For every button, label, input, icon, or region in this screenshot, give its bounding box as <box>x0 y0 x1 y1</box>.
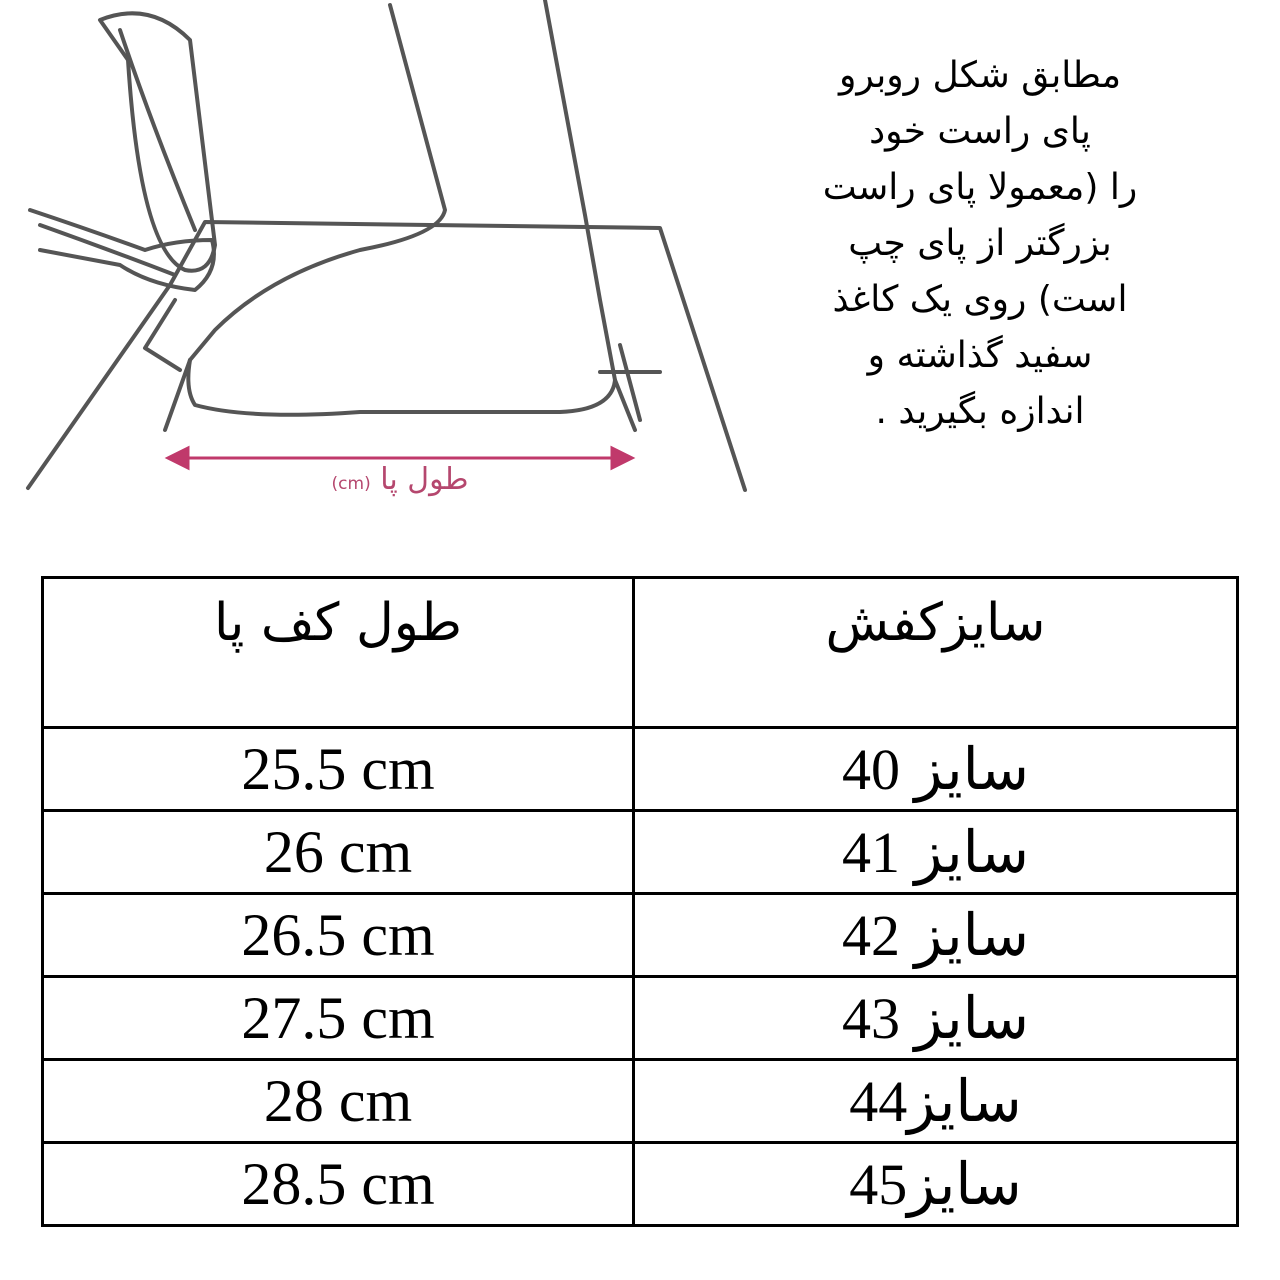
paper-sheet <box>28 222 745 490</box>
foot-length-cell: 26.5 cm <box>43 894 634 977</box>
header-foot-length: طول کف پا <box>43 578 634 728</box>
shoe-size-cell: سایز 43 <box>634 977 1238 1060</box>
table-row <box>43 894 1238 977</box>
table-row <box>43 1060 1238 1143</box>
table-row <box>43 728 1238 811</box>
instruction-line: بزرگتر از پای چپ <box>848 223 1112 264</box>
arrow-head-right <box>612 448 632 468</box>
table-header-row <box>43 578 1238 728</box>
foot-length-cell: 28 cm <box>43 1060 634 1143</box>
shoe-size-cell: سایز45 <box>634 1143 1238 1226</box>
leg-outline <box>188 0 615 415</box>
instruction-line: را (معمولا پای راست <box>822 167 1138 208</box>
unit-text: (cm) <box>331 474 371 494</box>
foot-length-cell: 27.5 cm <box>43 977 634 1060</box>
table-row <box>43 1143 1238 1226</box>
table-row <box>43 977 1238 1060</box>
foot-length-cell: 28.5 cm <box>43 1143 634 1226</box>
foot-length-text: طول پا <box>380 462 469 497</box>
table-row <box>43 811 1238 894</box>
foot-length-cell: 26 cm <box>43 811 634 894</box>
instruction-line: پای راست خود <box>869 111 1091 152</box>
instruction-line: است) روی یک کاغذ <box>832 279 1128 320</box>
hand-outline <box>30 210 214 290</box>
shoe-size-cell: سایز 41 <box>634 811 1238 894</box>
foot-length-cell: 25.5 cm <box>43 728 634 811</box>
arrow-head-left <box>168 448 188 468</box>
shoe-size-cell: سایز 42 <box>634 894 1238 977</box>
shoe-size-cell: سایز 40 <box>634 728 1238 811</box>
measure-instructions <box>740 48 1220 440</box>
foot-measure-illustration <box>0 0 760 500</box>
instruction-line: اندازه بگیرید . <box>875 391 1085 432</box>
instruction-line: مطابق شکل روبرو <box>838 55 1122 96</box>
foot-length-label <box>300 462 500 497</box>
shoe-size-cell: سایز44 <box>634 1060 1238 1143</box>
header-shoe-size: سایزکفش <box>634 578 1238 728</box>
instruction-line: سفید گذاشته و <box>867 335 1093 376</box>
size-chart-table <box>41 576 1239 1227</box>
